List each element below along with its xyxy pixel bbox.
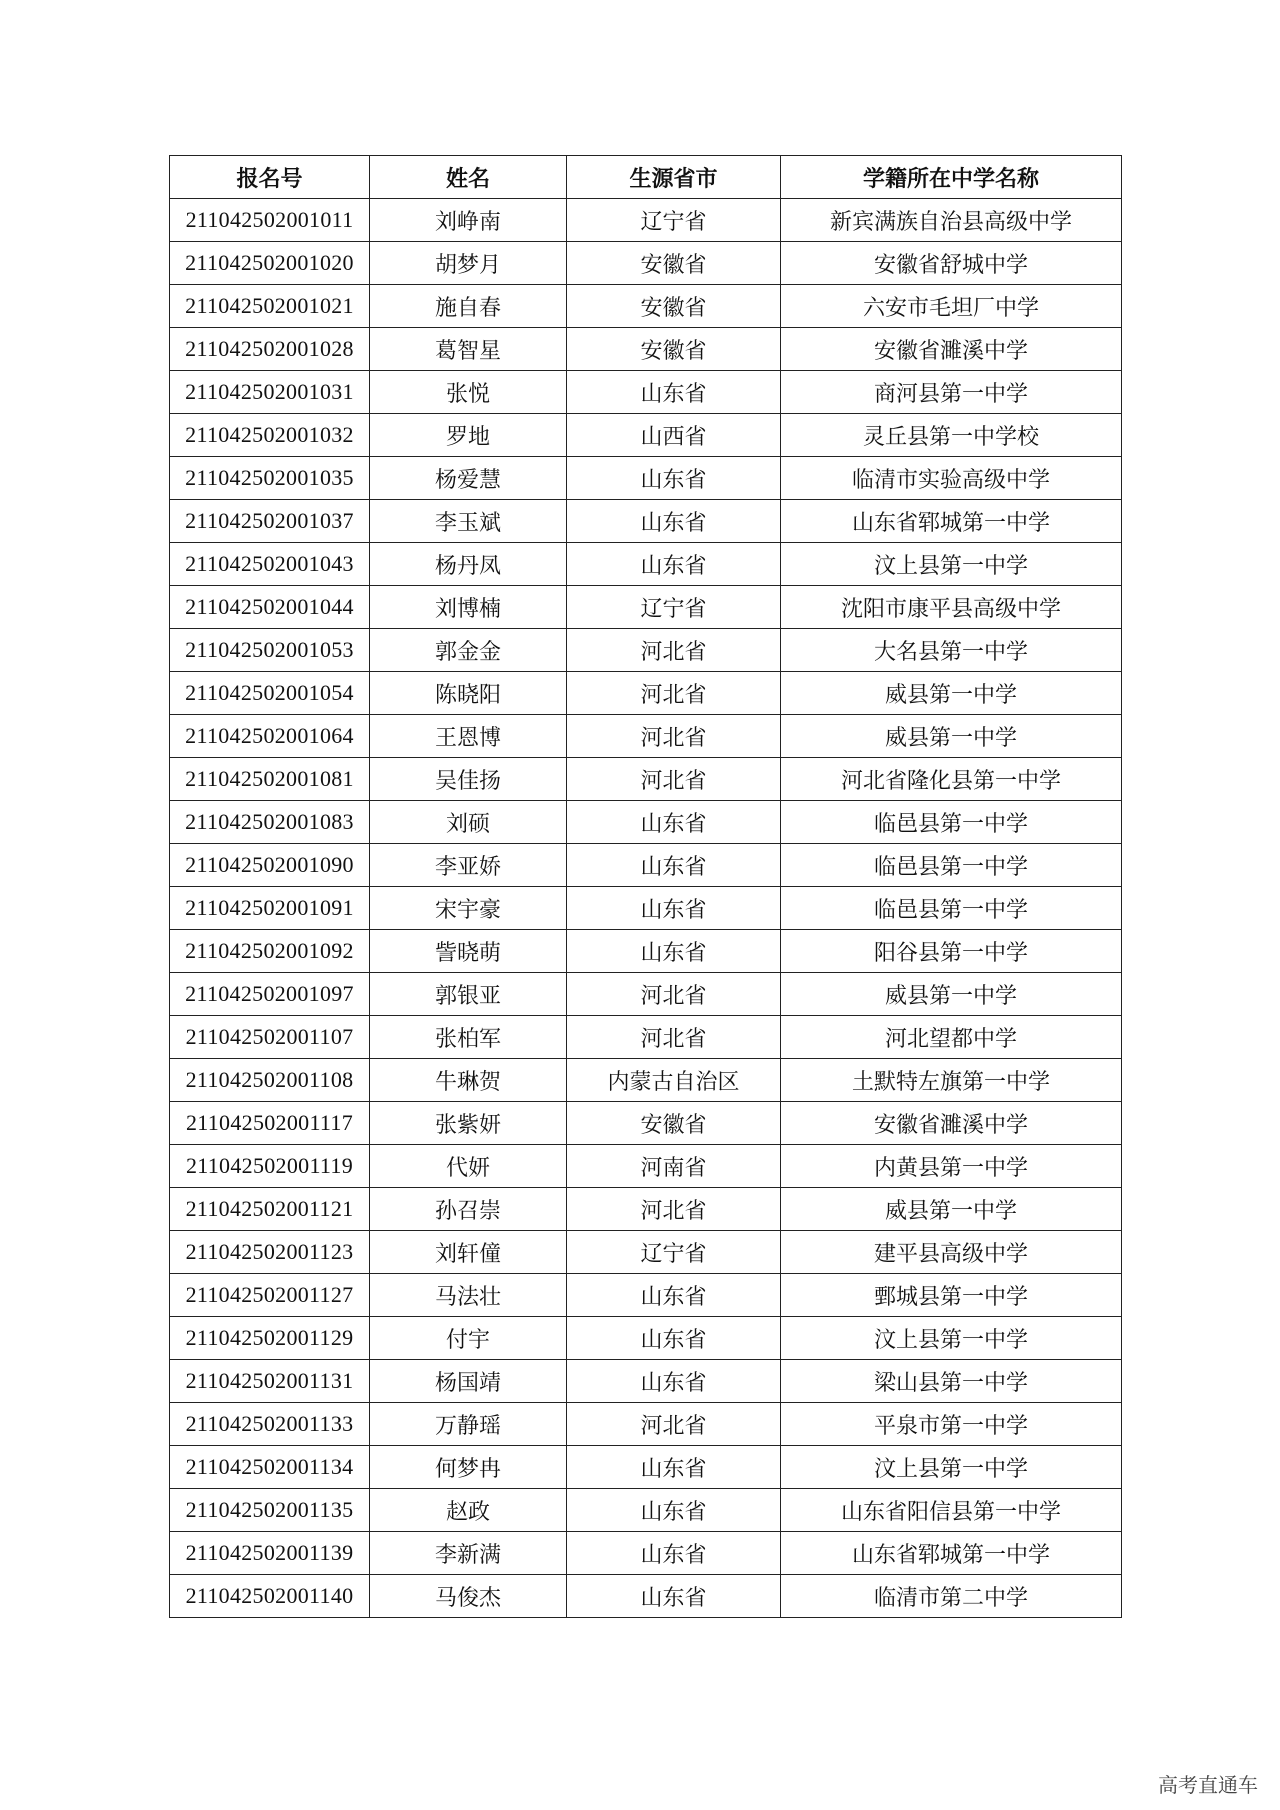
school-name-cell: 平泉市第一中学	[781, 1403, 1122, 1446]
student-name-cell: 孙召崇	[370, 1188, 567, 1231]
table-row	[170, 1145, 1122, 1188]
school-name-cell: 山东省郓城第一中学	[781, 500, 1122, 543]
province-cell: 河北省	[567, 1403, 781, 1446]
table-row	[170, 1532, 1122, 1575]
student-name-cell: 张柏军	[370, 1016, 567, 1059]
province-cell: 山西省	[567, 414, 781, 457]
student-name-cell: 郭金金	[370, 629, 567, 672]
table-row	[170, 930, 1122, 973]
province-cell: 安徽省	[567, 285, 781, 328]
province-cell: 山东省	[567, 1360, 781, 1403]
province-cell: 山东省	[567, 801, 781, 844]
table-row	[170, 1489, 1122, 1532]
watermark-text: 高考直通车	[1158, 1773, 1258, 1797]
table-row	[170, 242, 1122, 285]
school-name-cell: 六安市毛坦厂中学	[781, 285, 1122, 328]
school-name-cell: 商河县第一中学	[781, 371, 1122, 414]
school-name-cell: 阳谷县第一中学	[781, 930, 1122, 973]
province-cell: 山东省	[567, 371, 781, 414]
registration-number-cell: 211042502001043	[170, 543, 370, 586]
school-name-cell: 沈阳市康平县高级中学	[781, 586, 1122, 629]
province-cell: 河北省	[567, 715, 781, 758]
province-cell: 山东省	[567, 1446, 781, 1489]
student-name-cell: 赵政	[370, 1489, 567, 1532]
province-cell: 山东省	[567, 1317, 781, 1360]
student-name-cell: 刘轩僮	[370, 1231, 567, 1274]
province-cell: 河南省	[567, 1145, 781, 1188]
student-name-cell: 杨国靖	[370, 1360, 567, 1403]
school-name-cell: 汶上县第一中学	[781, 543, 1122, 586]
school-name-cell: 山东省阳信县第一中学	[781, 1489, 1122, 1532]
school-name-cell: 新宾满族自治县高级中学	[781, 199, 1122, 242]
registration-number-cell: 211042502001083	[170, 801, 370, 844]
school-name-cell: 鄄城县第一中学	[781, 1274, 1122, 1317]
table-row	[170, 801, 1122, 844]
header-school: 学籍所在中学名称	[781, 156, 1122, 199]
province-cell: 山东省	[567, 500, 781, 543]
table-row	[170, 457, 1122, 500]
header-name: 姓名	[370, 156, 567, 199]
student-name-cell: 何梦冉	[370, 1446, 567, 1489]
table-row	[170, 887, 1122, 930]
table-row	[170, 1317, 1122, 1360]
table-row	[170, 1016, 1122, 1059]
table-row	[170, 672, 1122, 715]
province-cell: 河北省	[567, 1188, 781, 1231]
province-cell: 山东省	[567, 1489, 781, 1532]
student-name-cell: 刘博楠	[370, 586, 567, 629]
school-name-cell: 威县第一中学	[781, 715, 1122, 758]
student-name-cell: 杨爱慧	[370, 457, 567, 500]
table-row	[170, 328, 1122, 371]
registration-number-cell: 211042502001135	[170, 1489, 370, 1532]
registration-number-cell: 211042502001134	[170, 1446, 370, 1489]
registration-number-cell: 211042502001133	[170, 1403, 370, 1446]
school-name-cell: 建平县高级中学	[781, 1231, 1122, 1274]
student-name-cell: 陈晓阳	[370, 672, 567, 715]
student-name-cell: 刘峥南	[370, 199, 567, 242]
school-name-cell: 临邑县第一中学	[781, 887, 1122, 930]
table-row	[170, 414, 1122, 457]
table-row	[170, 1403, 1122, 1446]
province-cell: 安徽省	[567, 328, 781, 371]
province-cell: 内蒙古自治区	[567, 1059, 781, 1102]
registration-number-cell: 211042502001139	[170, 1532, 370, 1575]
registration-number-cell: 211042502001108	[170, 1059, 370, 1102]
registration-number-cell: 211042502001020	[170, 242, 370, 285]
school-name-cell: 汶上县第一中学	[781, 1446, 1122, 1489]
student-name-cell: 吴佳扬	[370, 758, 567, 801]
student-name-cell: 胡梦月	[370, 242, 567, 285]
table-row	[170, 1360, 1122, 1403]
school-name-cell: 梁山县第一中学	[781, 1360, 1122, 1403]
table-row	[170, 285, 1122, 328]
table-row	[170, 973, 1122, 1016]
school-name-cell: 内黄县第一中学	[781, 1145, 1122, 1188]
province-cell: 安徽省	[567, 1102, 781, 1145]
table-row	[170, 199, 1122, 242]
registration-number-cell: 211042502001140	[170, 1575, 370, 1618]
header-registration-number: 报名号	[170, 156, 370, 199]
table-row	[170, 758, 1122, 801]
province-cell: 山东省	[567, 844, 781, 887]
table-row	[170, 586, 1122, 629]
table-row	[170, 715, 1122, 758]
registration-number-cell: 211042502001081	[170, 758, 370, 801]
registration-number-cell: 211042502001011	[170, 199, 370, 242]
student-name-cell: 代妍	[370, 1145, 567, 1188]
registration-number-cell: 211042502001021	[170, 285, 370, 328]
registration-number-cell: 211042502001127	[170, 1274, 370, 1317]
registration-number-cell: 211042502001119	[170, 1145, 370, 1188]
table-row	[170, 629, 1122, 672]
school-name-cell: 土默特左旗第一中学	[781, 1059, 1122, 1102]
registration-number-cell: 211042502001129	[170, 1317, 370, 1360]
admission-roster-table	[169, 155, 1122, 1618]
table-row	[170, 1102, 1122, 1145]
student-name-cell: 张紫妍	[370, 1102, 567, 1145]
province-cell: 河北省	[567, 973, 781, 1016]
province-cell: 山东省	[567, 887, 781, 930]
registration-number-cell: 211042502001037	[170, 500, 370, 543]
province-cell: 河北省	[567, 1016, 781, 1059]
school-name-cell: 安徽省舒城中学	[781, 242, 1122, 285]
school-name-cell: 威县第一中学	[781, 1188, 1122, 1231]
student-name-cell: 訾晓萌	[370, 930, 567, 973]
province-cell: 辽宁省	[567, 1231, 781, 1274]
province-cell: 辽宁省	[567, 586, 781, 629]
student-name-cell: 杨丹凤	[370, 543, 567, 586]
table-header	[170, 156, 1122, 199]
table-row	[170, 543, 1122, 586]
school-name-cell: 临清市实验高级中学	[781, 457, 1122, 500]
registration-number-cell: 211042502001097	[170, 973, 370, 1016]
registration-number-cell: 211042502001035	[170, 457, 370, 500]
school-name-cell: 临清市第二中学	[781, 1575, 1122, 1618]
registration-number-cell: 211042502001131	[170, 1360, 370, 1403]
table-body	[170, 199, 1122, 1618]
student-name-cell: 罗地	[370, 414, 567, 457]
registration-number-cell: 211042502001092	[170, 930, 370, 973]
registration-number-cell: 211042502001044	[170, 586, 370, 629]
student-name-cell: 王恩博	[370, 715, 567, 758]
student-name-cell: 李亚娇	[370, 844, 567, 887]
school-name-cell: 灵丘县第一中学校	[781, 414, 1122, 457]
school-name-cell: 汶上县第一中学	[781, 1317, 1122, 1360]
school-name-cell: 河北省隆化县第一中学	[781, 758, 1122, 801]
registration-number-cell: 211042502001091	[170, 887, 370, 930]
province-cell: 河北省	[567, 629, 781, 672]
school-name-cell: 临邑县第一中学	[781, 801, 1122, 844]
student-name-cell: 刘硕	[370, 801, 567, 844]
province-cell: 河北省	[567, 758, 781, 801]
school-name-cell: 山东省郓城第一中学	[781, 1532, 1122, 1575]
province-cell: 安徽省	[567, 242, 781, 285]
province-cell: 山东省	[567, 1575, 781, 1618]
school-name-cell: 安徽省濉溪中学	[781, 328, 1122, 371]
table-row	[170, 500, 1122, 543]
student-name-cell: 张悦	[370, 371, 567, 414]
registration-number-cell: 211042502001064	[170, 715, 370, 758]
school-name-cell: 大名县第一中学	[781, 629, 1122, 672]
province-cell: 河北省	[567, 672, 781, 715]
province-cell: 山东省	[567, 1532, 781, 1575]
province-cell: 山东省	[567, 543, 781, 586]
school-name-cell: 临邑县第一中学	[781, 844, 1122, 887]
registration-number-cell: 211042502001107	[170, 1016, 370, 1059]
school-name-cell: 威县第一中学	[781, 973, 1122, 1016]
student-name-cell: 葛智星	[370, 328, 567, 371]
student-name-cell: 宋宇豪	[370, 887, 567, 930]
table-row	[170, 1575, 1122, 1618]
student-name-cell: 牛琳贺	[370, 1059, 567, 1102]
registration-number-cell: 211042502001054	[170, 672, 370, 715]
student-name-cell: 李新满	[370, 1532, 567, 1575]
header-row	[170, 156, 1122, 199]
school-name-cell: 河北望都中学	[781, 1016, 1122, 1059]
registration-number-cell: 211042502001028	[170, 328, 370, 371]
student-name-cell: 郭银亚	[370, 973, 567, 1016]
table-row	[170, 1446, 1122, 1489]
header-province: 生源省市	[567, 156, 781, 199]
registration-number-cell: 211042502001121	[170, 1188, 370, 1231]
table-row	[170, 1059, 1122, 1102]
province-cell: 山东省	[567, 457, 781, 500]
table-row	[170, 1188, 1122, 1231]
student-name-cell: 马俊杰	[370, 1575, 567, 1618]
registration-number-cell: 211042502001123	[170, 1231, 370, 1274]
registration-number-cell: 211042502001053	[170, 629, 370, 672]
province-cell: 山东省	[567, 930, 781, 973]
school-name-cell: 安徽省濉溪中学	[781, 1102, 1122, 1145]
registration-number-cell: 211042502001032	[170, 414, 370, 457]
student-name-cell: 万静瑶	[370, 1403, 567, 1446]
table-row	[170, 371, 1122, 414]
student-name-cell: 李玉斌	[370, 500, 567, 543]
table-row	[170, 1231, 1122, 1274]
registration-number-cell: 211042502001117	[170, 1102, 370, 1145]
registration-number-cell: 211042502001090	[170, 844, 370, 887]
province-cell: 辽宁省	[567, 199, 781, 242]
registration-number-cell: 211042502001031	[170, 371, 370, 414]
province-cell: 山东省	[567, 1274, 781, 1317]
student-name-cell: 付宇	[370, 1317, 567, 1360]
table-row	[170, 844, 1122, 887]
school-name-cell: 威县第一中学	[781, 672, 1122, 715]
student-name-cell: 施自春	[370, 285, 567, 328]
table-row	[170, 1274, 1122, 1317]
student-name-cell: 马法壮	[370, 1274, 567, 1317]
